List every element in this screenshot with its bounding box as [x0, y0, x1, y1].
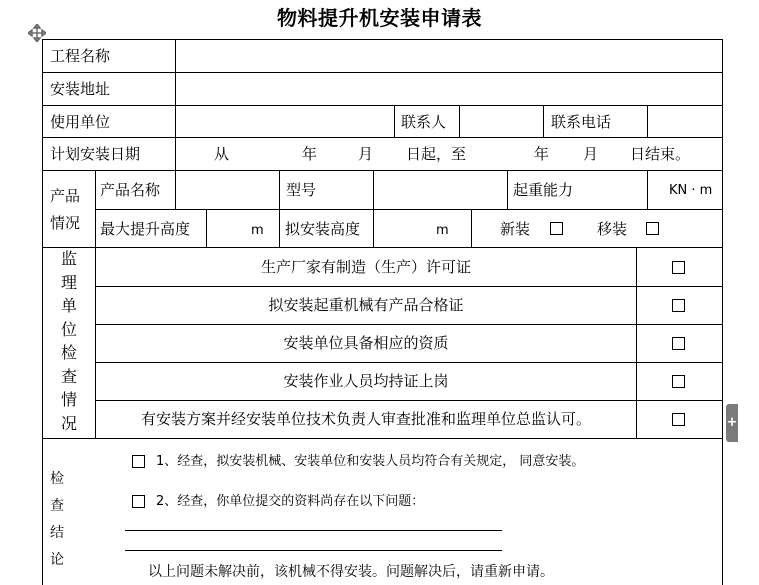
conclusion-issues-checkbox[interactable] [132, 495, 145, 508]
install-address-label: 安装地址 [50, 80, 111, 98]
install-address-field[interactable] [176, 73, 722, 105]
model-label: 型号 [286, 181, 317, 199]
plan-date-day-end: 日结束。 [630, 145, 691, 163]
plus-icon[interactable]: + [726, 404, 738, 442]
supervision-item: 生产厂家有制造（生产）许可证 [260, 258, 471, 276]
supervision-item-checkbox[interactable] [672, 413, 685, 426]
product-section-label-1: 产品 [50, 187, 81, 205]
user-unit-label: 使用单位 [50, 113, 111, 131]
supervision-item: 有安装方案并经安装单位技术负责人审查批准和监理单位总监认可。 [140, 410, 591, 428]
planned-height-unit: m [436, 223, 449, 238]
supervision-item-checkbox[interactable] [672, 375, 685, 388]
plan-date-year-end: 年 [534, 145, 550, 163]
new-install-checkbox[interactable] [550, 222, 563, 235]
contact-person-label: 联系人 [401, 113, 447, 131]
relocate-checkbox[interactable] [646, 222, 659, 235]
lifting-capacity-label: 起重能力 [513, 181, 574, 199]
contact-phone-field[interactable] [648, 106, 722, 137]
user-unit-field[interactable] [176, 106, 394, 137]
supervision-item-checkbox[interactable] [672, 261, 685, 274]
plan-date-year-start: 年 [302, 145, 318, 163]
supervision-item-checkbox[interactable] [672, 299, 685, 312]
supervision-item: 安装作业人员均持证上岗 [283, 372, 449, 390]
project-name-label: 工程名称 [50, 47, 111, 65]
lifting-capacity-unit: KN · m [669, 183, 713, 198]
max-lift-height-label: 最大提升高度 [100, 220, 191, 238]
supervision-section-label: 监 理 单 位 检 查 情 况 [60, 249, 77, 433]
plan-date-label: 计划安装日期 [50, 145, 141, 163]
plan-date-day-start: 日起，至 [406, 145, 467, 163]
product-name-field[interactable] [176, 171, 279, 209]
contact-phone-label: 联系电话 [551, 113, 612, 131]
issue-line[interactable] [125, 550, 502, 551]
relocate-label: 移装 [597, 220, 628, 238]
document-title: 物料提升机安装申请表 [277, 6, 482, 30]
supervision-item-checkbox[interactable] [672, 337, 685, 350]
plan-date-from: 从 [214, 145, 230, 163]
product-section-label-2: 情况 [50, 214, 81, 232]
conclusion-section-label: 检 查 结 论 [50, 471, 64, 568]
conclusion-approve-text: 1、经查，拟安装机械、安装单位和安装人员均符合有关规定， 同意安装。 [156, 454, 585, 469]
product-name-label: 产品名称 [100, 181, 161, 199]
supervision-item: 安装单位具备相应的资质 [283, 334, 449, 352]
conclusion-footer-text: 以上问题未解决前，该机械不得安装。问题解决后，请重新申请。 [148, 564, 554, 580]
issue-line[interactable] [125, 530, 502, 531]
max-lift-height-unit: m [251, 223, 264, 238]
model-field[interactable] [374, 171, 507, 209]
conclusion-issues-text: 2、经查，你单位提交的资料尚存在以下问题： [156, 494, 425, 509]
planned-height-label: 拟安装高度 [285, 220, 361, 238]
project-name-field[interactable] [176, 40, 722, 72]
supervision-item: 拟安装起重机械有产品合格证 [268, 296, 464, 314]
plan-date-month-end: 月 [583, 145, 599, 163]
new-install-label: 新装 [500, 220, 531, 238]
contact-person-field[interactable] [460, 106, 543, 137]
plan-date-month-start: 月 [358, 145, 374, 163]
conclusion-approve-checkbox[interactable] [132, 455, 145, 468]
